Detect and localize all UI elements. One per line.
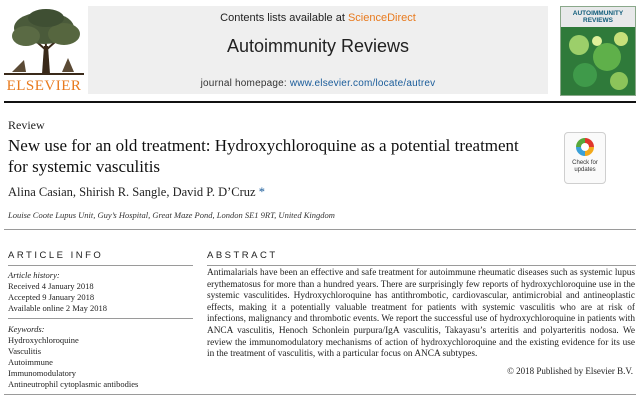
cover-title: AUTOIMMUNITY REVIEWS [572,10,624,24]
received-date: Received 4 January 2018 [8,281,94,291]
article-info-heading: ARTICLE INFO [8,250,104,261]
authors-text: Alina Casian, Shirish R. Sangle, David P. D’Cruz [8,185,256,199]
contents-line [88,12,548,24]
corresponding-author-marker[interactable]: * [258,185,265,199]
keyword-item: Vasculitis [8,346,42,356]
contents-prefix: Contents lists available at [220,12,348,24]
copyright-notice: © 2018 Published by Elsevier B.V. [507,366,633,376]
masthead-rule [4,101,636,103]
journal-cover[interactable] [560,6,636,96]
article-info-rule [8,265,193,266]
accepted-date: Accepted 9 January 2018 [8,292,95,302]
abstract-heading: ABSTRACT [207,250,278,261]
keyword-item: Immunomodulatory [8,368,76,378]
affiliation: Louise Coote Lupus Unit, Guy’s Hospital, Great Maze Pond, London SE1 9RT, United Kingdom [8,210,335,220]
check-for-updates-badge[interactable] [564,132,606,184]
sciencedirect-link[interactable]: ScienceDirect [347,12,416,24]
keyword-item: Autoimmune [8,357,53,367]
author-list [8,185,265,200]
homepage-prefix: journal homepage: [200,78,290,89]
elsevier-tree-logo [4,6,84,78]
keywords-label: Keywords: [8,324,45,334]
footer-rule [4,394,636,395]
homepage-line [88,78,548,89]
crossmark-icon [575,137,595,159]
journal-title[interactable]: Autoimmunity Reviews [226,36,410,56]
publisher-logo-text: ELSEVIER [6,78,82,94]
crossmark-label: Check for updates [572,160,598,173]
history-label: Article history: [8,270,60,280]
abstract-rule [207,265,636,266]
abstract-text: Antimalarials have been an effective and safe treatment for autoimmune rheumatic diseases such as systemic lupus erythematosus for more than a hundred years. There are surprisingly few reports of hydroxychloroquine use in the systemic vasculitides. Hydroxychloroquine has antithrombotic, cardiovascular, antimicrobial and antineoplastic effects, making it a potentially valuable treatment for patients with systemic vasculitis who are at risk of infections, malignancy and thrombotic events. We report the successful use of hydroxychloroquine in patients with ANCA vasculitis, Henoch Schonlein purpura/IgA vasculitis, Takayasu’s arteritis and polyarteritis nodosa. We review the immunomodulatory mechanisms of action of hydroxychloroquine and the existing evidence for its use in the treatment of vasculitis, with a particular focus on ANCA subtypes. [207,268,635,360]
keyword-item: Antineutrophil cytoplasmic antibodies [8,379,139,389]
journal-cover-image [561,27,635,95]
online-date: Available online 2 May 2018 [8,303,107,313]
article-title: New use for an old treatment: Hydroxychloroquine as a potential treatment for systemic vasculitis [8,136,519,176]
header-rule [4,229,636,230]
keywords-rule [8,318,193,319]
article-type: Review [8,118,45,132]
homepage-link[interactable]: www.elsevier.com/locate/autrev [289,78,436,89]
keyword-item: Hydroxychloroquine [8,335,79,345]
